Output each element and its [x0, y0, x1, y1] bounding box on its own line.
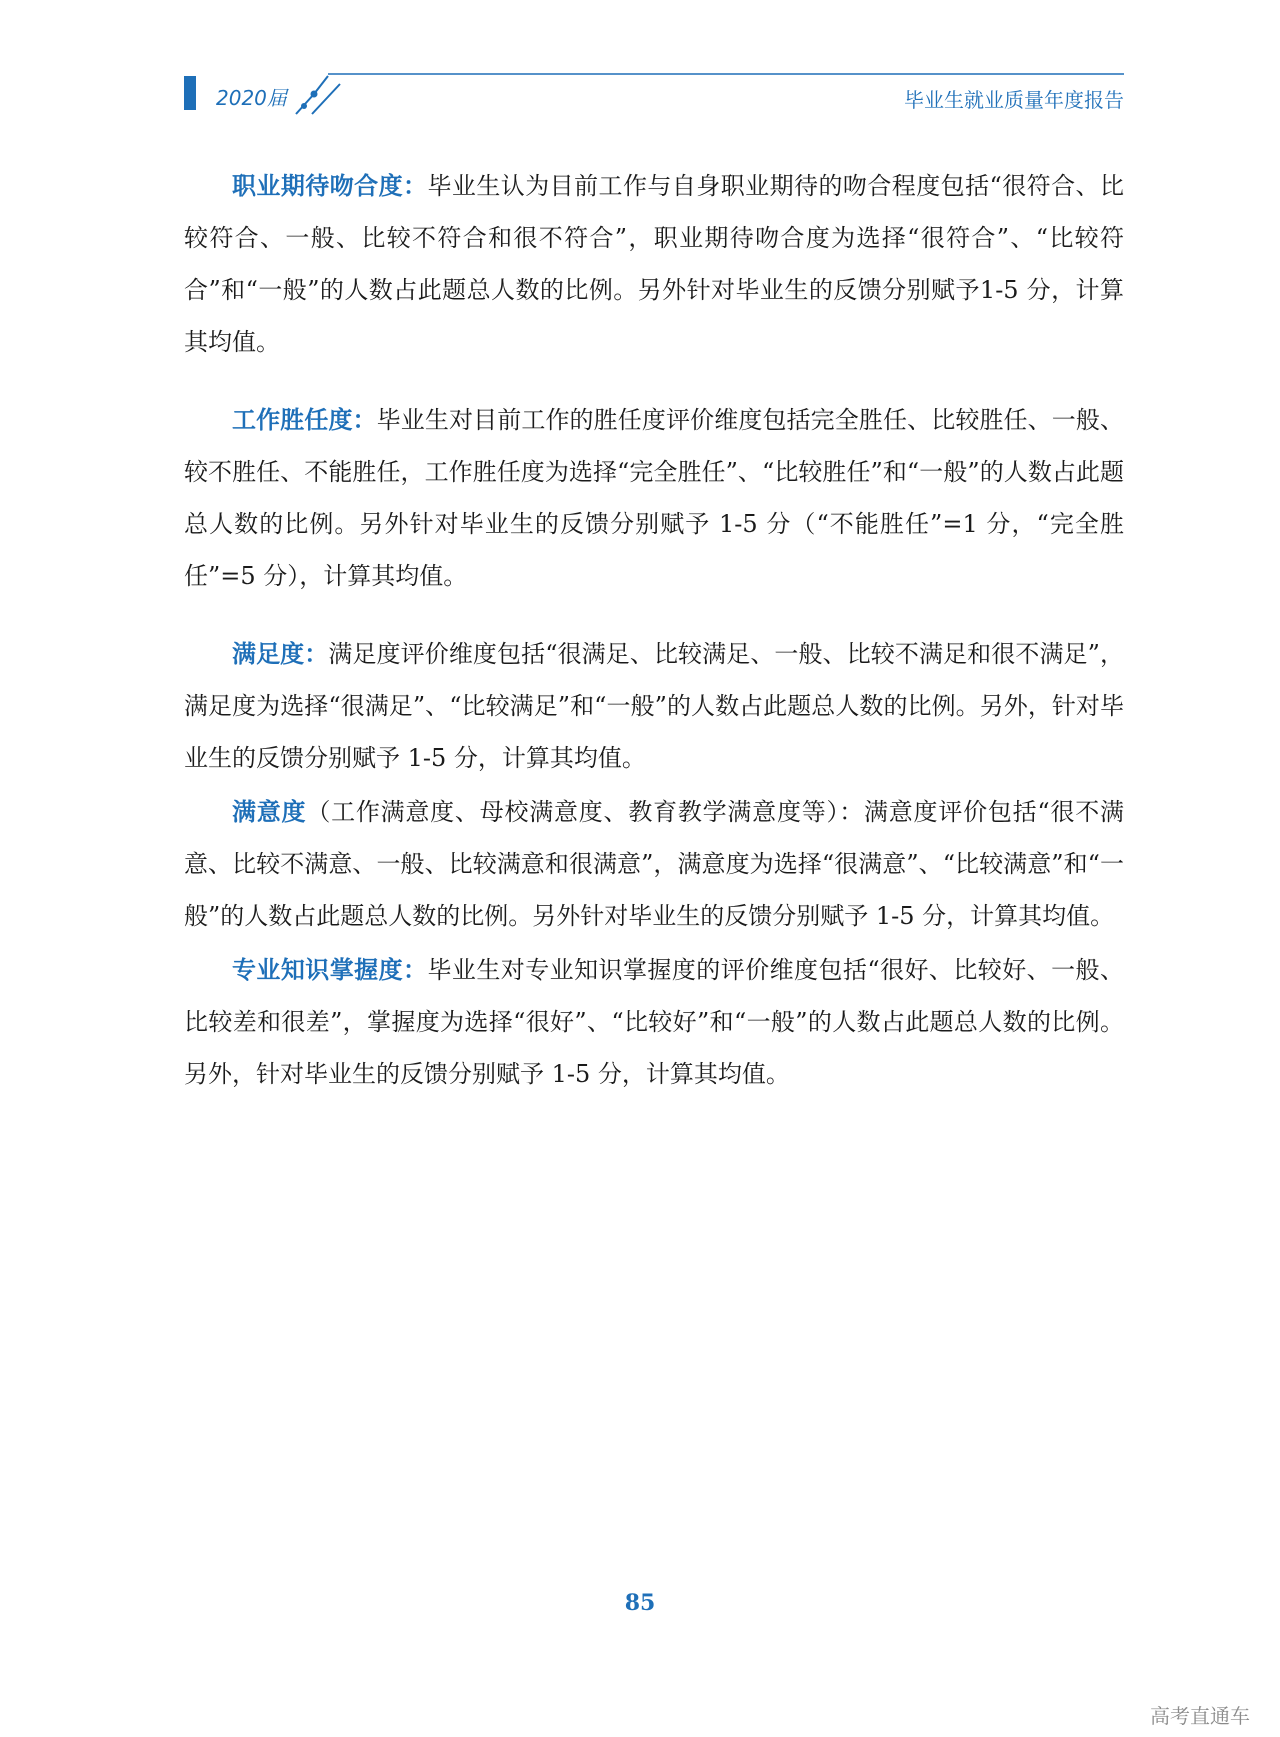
section-knowledge-mastery: [184, 944, 1124, 1100]
header-year: 2020届: [216, 86, 287, 110]
text-satisfaction: （工作满意度、母校满意度、教育教学满意度等）：满意度评价包括“很不满意、比较不满意、一般、比较满意和很满意”，满意度为选择“很满意”、“比较满意”和“一般”的人数占此题总人数的比例。另外针对毕业生的反馈分别赋予 1-5 分，计算其均值。: [184, 798, 1124, 930]
header-title: 毕业生就业质量年度报告: [904, 88, 1124, 112]
text-career-expectation: 毕业生认为目前工作与自身职业期待的吻合程度包括“很符合、比较符合、一般、比较不符合和很不符合”，职业期待吻合度为选择“很符合”、“比较符合”和“一般”的人数占此题总人数的比例。另外针对毕业生的反馈分别赋予1-5 分，计算其均值。: [184, 172, 1124, 356]
text-job-competence: 毕业生对目前工作的胜任度评价维度包括完全胜任、比较胜任、一般、较不胜任、不能胜任，工作胜任度为选择“完全胜任”、“比较胜任”和“一般”的人数占此题总人数的比例。另外针对毕业生的反馈分别赋予 1-5 分（“不能胜任”=1 分，“完全胜任”=5 分），计算其均值。: [184, 406, 1125, 590]
text-knowledge-mastery: 毕业生对专业知识掌握度的评价维度包括“很好、比较好、一般、比较差和很差”，掌握度为选择“很好”、“比较好”和“一般”的人数占此题总人数的比例。另外，针对毕业生的反馈分别赋予 1-5 分，计算其均值。: [184, 956, 1124, 1088]
term-knowledge-mastery: 专业知识掌握度：: [232, 955, 428, 984]
term-job-competence: 工作胜任度：: [232, 405, 377, 434]
page-header: [184, 72, 1124, 116]
term-fulfillment: 满足度：: [232, 639, 329, 668]
section-fulfillment: [184, 628, 1124, 784]
watermark: 高考直通车: [1150, 1704, 1250, 1728]
page-number: 85: [624, 1590, 656, 1616]
term-satisfaction: 满意度: [232, 797, 307, 826]
main-content: [184, 160, 1124, 1102]
text-fulfillment: 满足度评价维度包括“很满足、比较满足、一般、比较不满足和很不满足”，满足度为选择“很满足”、“比较满足”和“一般”的人数占此题总人数的比例。另外，针对毕业生的反馈分别赋予 1-5 分，计算其均值。: [184, 640, 1124, 772]
section-satisfaction: [184, 786, 1124, 942]
section-job-competence: [184, 394, 1124, 602]
term-career-expectation: 职业期待吻合度：: [232, 171, 428, 200]
header-accent-bar: [184, 76, 196, 110]
section-career-expectation: [184, 160, 1124, 368]
